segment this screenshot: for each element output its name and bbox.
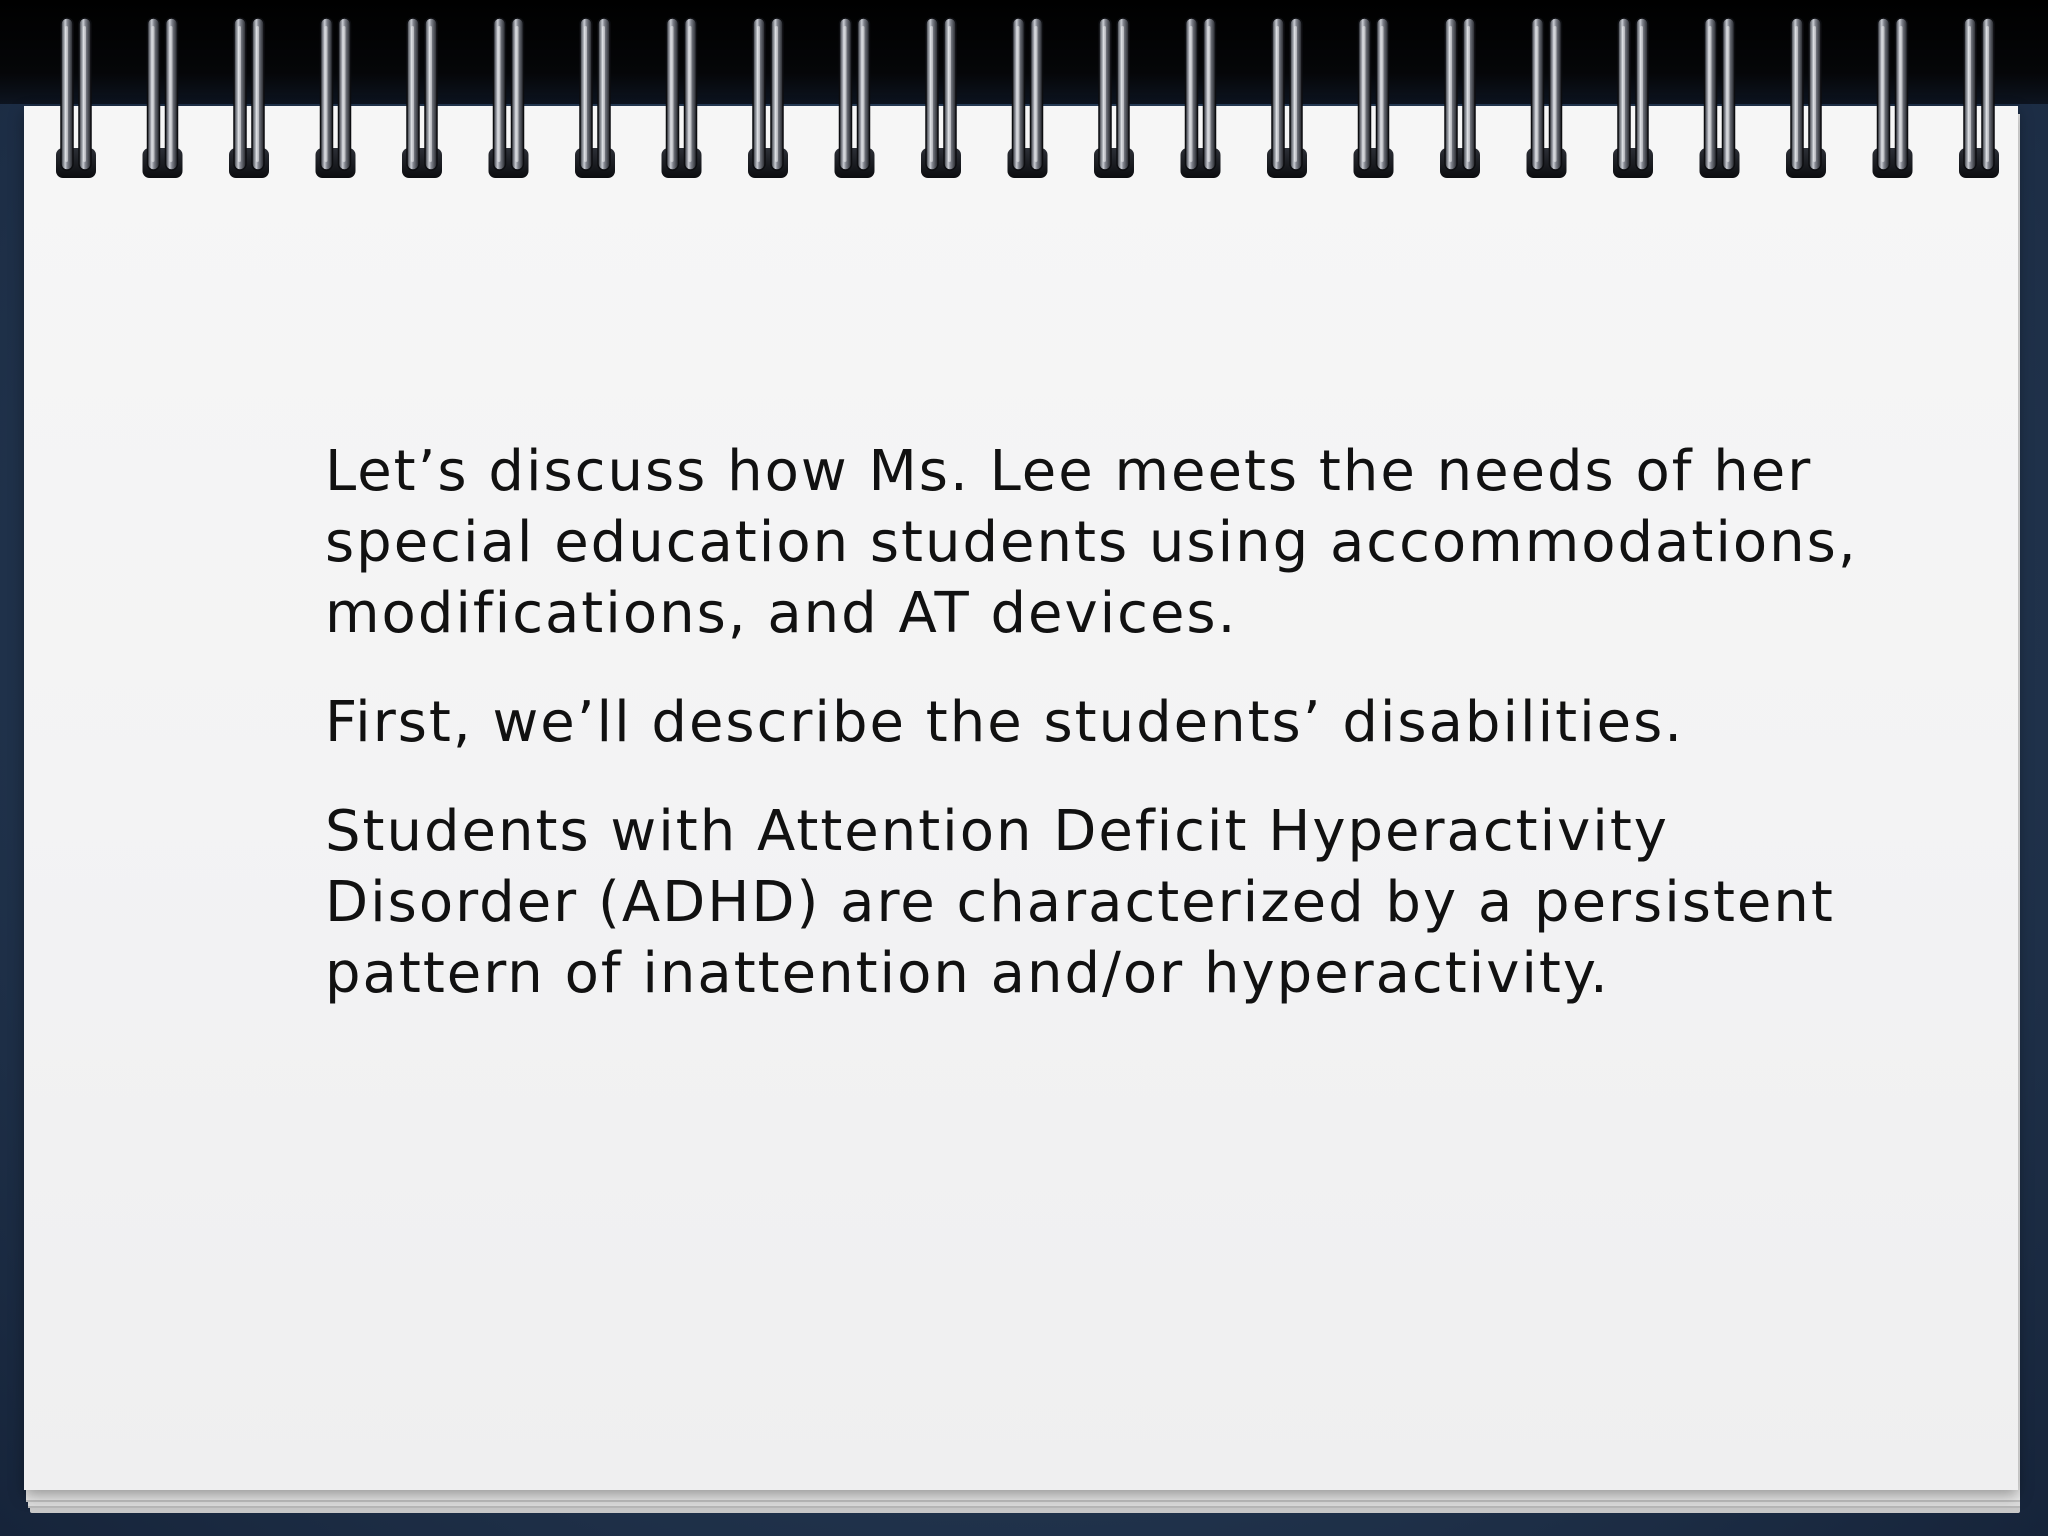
- spiral-ring-icon: [1267, 18, 1307, 178]
- spiral-ring-icon: [662, 18, 702, 178]
- spiral-ring-icon: [1700, 18, 1740, 178]
- spiral-ring-icon: [402, 18, 442, 178]
- spiral-ring-icon: [229, 18, 269, 178]
- paragraph-first: First, we’ll describe the students’ disabilities.: [325, 690, 1685, 755]
- spiral-ring-icon: [143, 18, 183, 178]
- spiral-ring-icon: [748, 18, 788, 178]
- spiral-ring-icon: [1527, 18, 1567, 178]
- spiral-ring-icon: [835, 18, 875, 178]
- paragraph-intro: Let’s discuss how Ms. Lee meets the needs of her special education students using accommodations, modifications, and AT devices.: [325, 439, 1858, 646]
- spiral-ring-icon: [1440, 18, 1480, 178]
- spiral-ring-icon: [1094, 18, 1134, 178]
- spiral-ring-icon: [1181, 18, 1221, 178]
- spiral-ring-icon: [1959, 18, 1999, 178]
- spiral-ring-icon: [1008, 18, 1048, 178]
- spiral-ring-icon: [489, 18, 529, 178]
- spiral-ring-icon: [1786, 18, 1826, 178]
- spiral-ring-icon: [921, 18, 961, 178]
- spiral-ring-icon: [56, 18, 96, 178]
- spiral-ring-icon: [1354, 18, 1394, 178]
- spiral-ring-icon: [575, 18, 615, 178]
- notepad-page: [24, 106, 2018, 1490]
- spiral-ring-icon: [1613, 18, 1653, 178]
- spiral-ring-icon: [316, 18, 356, 178]
- spiral-binding: [0, 0, 2048, 190]
- spiral-ring-icon: [1873, 18, 1913, 178]
- slide-body: [325, 436, 1885, 1047]
- paragraph-adhd: Students with Attention Deficit Hyperactivity Disorder (ADHD) are characterized by a persistent pattern of inattention and/or hyperactivity.: [325, 799, 1835, 1006]
